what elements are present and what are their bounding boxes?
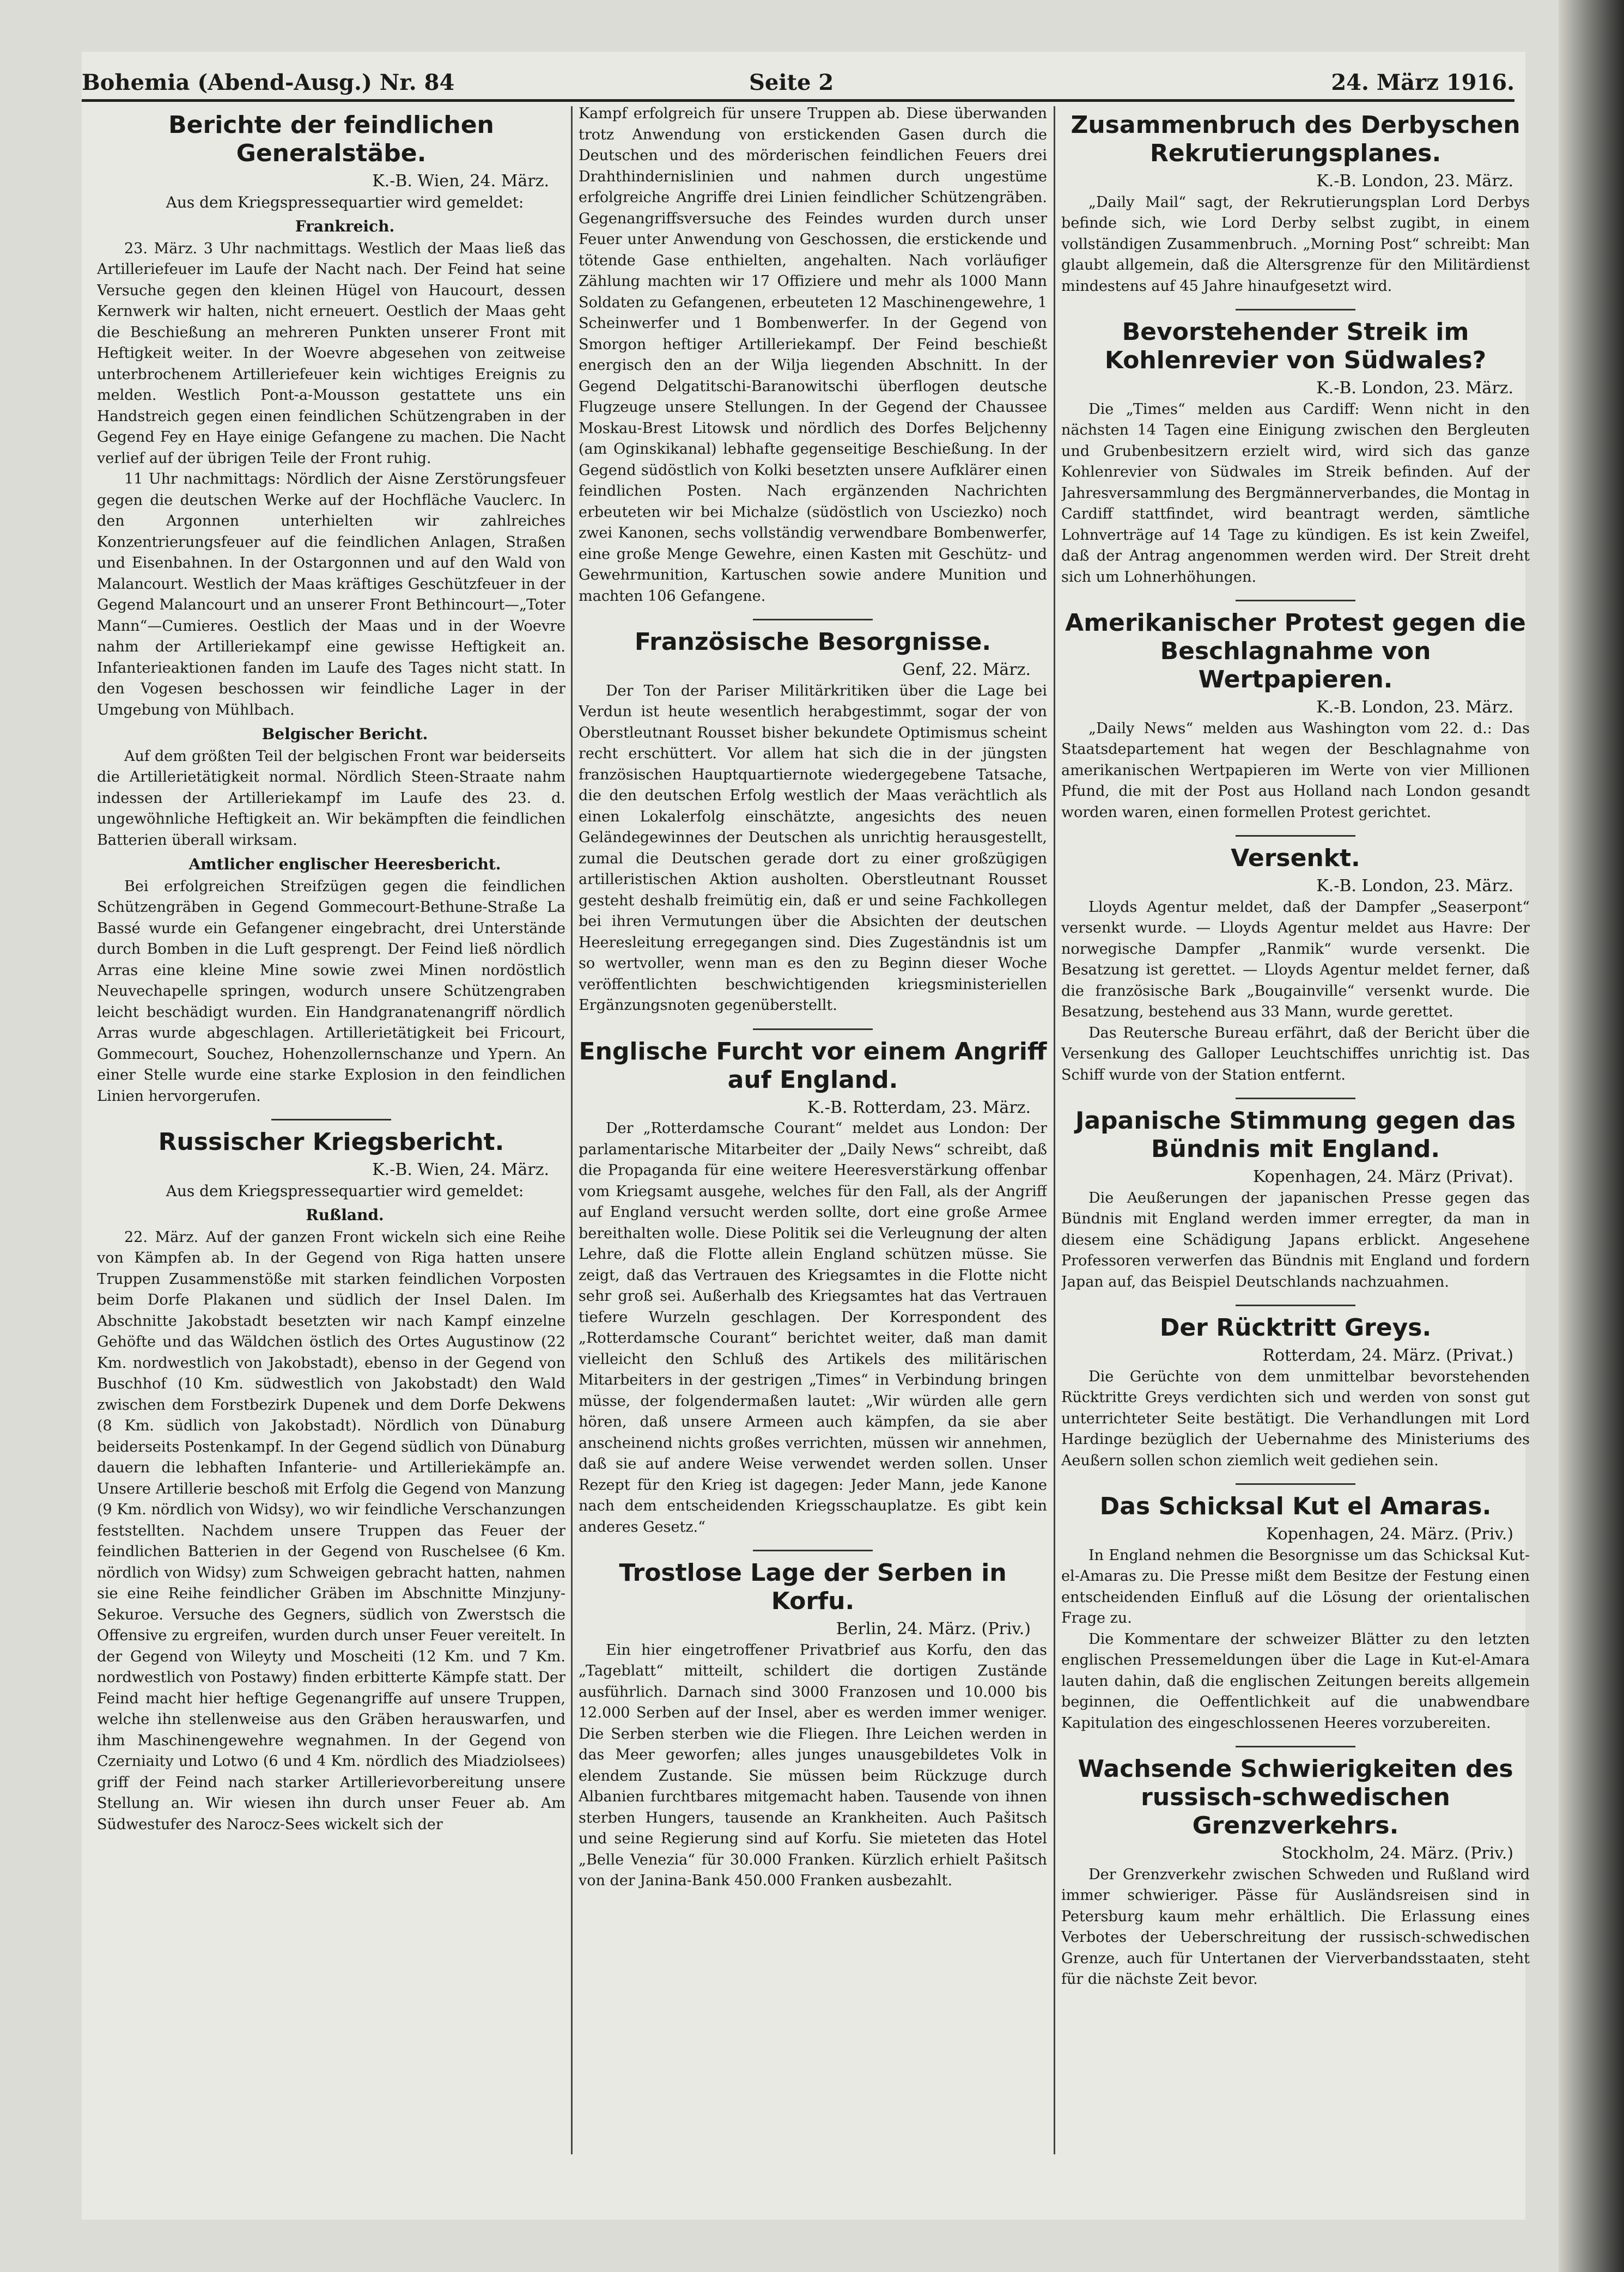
article-russischer-kriegsbericht — [97, 1128, 565, 1835]
article-dateline: Berlin, 24. März. (Priv.) — [836, 1619, 1031, 1638]
article-dateline: K.-B. Rotterdam, 23. März. — [807, 1098, 1031, 1117]
article-separator — [1236, 835, 1355, 837]
article-derbyscher-plan — [1061, 111, 1530, 297]
article-headline: Französische Besorgnisse. — [634, 628, 992, 656]
article-dateline: Kopenhagen, 24. März. (Priv.) — [1266, 1525, 1513, 1544]
article-dateline: Genf, 22. März. — [902, 660, 1031, 679]
header-page-number: Seite 2 — [749, 70, 834, 95]
scan-edge-shadow — [1559, 0, 1624, 2272]
article-headline: Japanische Stimmung gegen das Bündnis mit England. — [1075, 1107, 1516, 1163]
article-paragraph: Das Reutersche Bureau erfährt, daß der Bericht über die Versenkung des Galloper Leuchtschiffes unrichtig ist. Das Schiff wurde von der Station entfernt. — [1061, 1024, 1530, 1083]
article-headline: Berichte der feindlichen Generalstäbe. — [168, 111, 494, 167]
article-paragraph: Der Grenzverkehr zwischen Schweden und Rußland wird immer schwieriger. Pässe für Ausländsreisen sind in Petersburg kaum mehr erhältlich. Die Erlassung eines Verbotes der Ueberschreitung der russisch-schwedischen Grenze, auch für Untertanen der Vierverbandsstaaten, steht für die nächste Zeit bevor. — [1061, 1866, 1530, 1988]
article-dateline: Kopenhagen, 24. März (Privat). — [1253, 1167, 1513, 1186]
article-japanische-stimmung — [1061, 1107, 1530, 1293]
article-intro: Aus dem Kriegspressequartier wird gemeldet: — [166, 1181, 524, 1200]
header-publication: Bohemia (Abend-Ausg.) Nr. 84 — [82, 70, 455, 95]
column-rule — [571, 106, 573, 2154]
article-separator — [1236, 1305, 1355, 1306]
article-intro: Aus dem Kriegspressequartier wird gemeldet: — [166, 193, 524, 211]
article-paragraph: 22. März. Auf der ganzen Front wickeln sich eine Reihe von Kämpfen ab. In der Gegend von Riga hatten unsere Truppen Zusammenstöße mit starken feindlichen Vorposten beim Dorfe Plakanen und südlich der Insel Dalen. Im Abschnitte Jakobstadt besetzten wir nach Kampf einzelne Gehöfte und das Wäldchen östlich des Ortes Augustinow (22 Km. nordwestlich von Jakobstadt), ebenso in der Gegend von Buschhof (10 Km. südwestlich von Jakobstadt) den Wald zwischen dem Forstbezirk Dupenek und dem Dorfe Dekwens (8 Km. südlich von Jakobstadt). Nördlich von Dünaburg beiderseits Postenkampf. In der Gegend südlich von Dünaburg dauern die lebhaften Infanterie- und Artilleriekämpfe an. Unsere Artillerie beschoß mit Erfolg die Gegend von Manzung (9 Km. nördlich von Widsy), wo wir feindliche Verschanzungen feststellten. Nachdem unsere Truppen das Feuer der feindlichen Batterien in der Gegend von Ruschelsee (6 Km. nördlich von Widsy) zum Schweigen gebracht hatten, nahmen sie eine Reihe feindlicher Gräben im Abschnitte Minzjuny-Sekuroe. Versuche des Gegners, südlich von Zwerstsch die Offensive zu ergreifen, wurden durch unser Feuer vereitelt. In der Gegend von Wileyty und Moscheiti (12 Km. und 7 Km. nordwestlich von Postawy) finden erbitterte Kämpfe statt. Der Feind macht hier heftige Gegenangriffe auf unsere Truppen, welche ihn stellenweise aus den Gräben herauswarfen, und ihm Maschinengewehre wegnahmen. In der Gegend von Czerniaity und Lotwo (6 und 4 Km. nördlich des Miadziolsees) griff der Feind nach starker Artillerievorbereitung unsere Stellung an. Wir wiesen ihn durch unser Feuer ab. Am Südwestufer des Narocz-Sees wickelt sich der — [97, 1228, 565, 1833]
article-subheading: Belgischer Bericht. — [261, 725, 428, 743]
article-headline: Wachsende Schwierigkeiten des russisch-schwedischen Grenzverkehrs. — [1078, 1755, 1513, 1839]
column-3 — [1061, 103, 1530, 2152]
article-separator — [271, 1119, 391, 1120]
article-separator — [753, 619, 873, 620]
header-rule — [82, 99, 1514, 102]
article-paragraph: „Daily News“ melden aus Washington vom 22. d.: Das Staatsdepartement hat wegen der Beschlagnahme von amerikanischen Wertpapieren im Werte von vier Millionen Pfund, die mit der Post aus Holland nach London gesandt worden waren, einen formellen Protest gerichtet. — [1061, 720, 1530, 821]
article-paragraph: Die Gerüchte von dem unmittelbar bevorstehenden Rücktritte Greys verdichten sich und werden von sonst gut unterrichteter Seite bestätigt. Die Verhandlungen mit Lord Hardinge bezüglich der Uebernahme des Ministeriums des Aeußern sollen schon ziemlich weit gediehen sein. — [1061, 1368, 1530, 1469]
article-amerikanischer-protest — [1061, 609, 1530, 823]
article-paragraph: In England nehmen die Besorgnisse um das Schicksal Kut-el-Amaras zu. Die Presse mißt dem Besitze der Festung einen entscheidenden Einfluß auf die Lösung der orientalischen Frage zu. — [1061, 1546, 1530, 1627]
article-dateline: K.-B. London, 23. März. — [1316, 172, 1513, 191]
article-paragraph: Die Kommentare der schweizer Blätter zu den letzten englischen Pressemeldungen über die Lage in Kut-el-Amara lauten dahin, daß die englischen Zeitungen bereits allgemein beginnen, die Oeffentlichkeit auf die unabwendbare Kapitulation des eingeschlossenen Heeres vorzubereiten. — [1061, 1630, 1530, 1732]
article-subheading: Frankreich. — [295, 217, 395, 235]
article-paragraph: „Daily Mail“ sagt, der Rekrutierungsplan Lord Derbys befinde sich, wie Lord Derby selbst zugibt, in einem vollständigen Zusammenbruch. „Morning Post“ schreibt: Man glaubt allgemein, daß die Altersgrenze für den Militärdienst mindestens auf 45 Jahre hinaufgesetzt wird. — [1061, 193, 1530, 295]
article-paragraph: 23. März. 3 Uhr nachmittags. Westlich der Maas ließ das Artilleriefeuer im Laufe der Nacht nach. Der Feind hat seine Versuche gegen den kleinen Hügel von Haucourt, dessen Kernwerk wir halten, nicht erneuert. Oestlich der Maas geht die Beschießung an mehreren Punkten unserer Front mit Heftigkeit weiter. In der Woevre abgesehen von zeitweise unterbrochenem Artilleriefeuer kein wichtiges Ereignis zu melden. Westlich Pont-a-Mousson gestattete uns ein Handstreich gegen einen feindlichen Schützengraben in der Gegend Fey en Haye einige Gefangene zu machen. Die Nacht verlief auf der übrigen Teile der Front ruhig. — [97, 240, 565, 467]
article-versenkt — [1061, 844, 1530, 1086]
article-headline: Der Rücktritt Greys. — [1159, 1314, 1432, 1342]
article-paragraph: Der Ton der Pariser Militärkritiken über die Lage bei Verdun ist heute wesentlich herabgestimmt, sogar der von Oberstleutnant Rousset bisher bekundete Optimismus scheint recht erschüttert. Vor allem hat sich die in der jüngsten französischen Hauptquartiernote wiedergegebene Tatsache, die den deutschen Erfolg westlich der Maas verächtlich als einen Lokalerfolg einschätzte, angesichts des neuen Geländegewinnes der Deutschen als unrichtig herausgestellt, zumal die Deutschen gerade dort zu einer großzügigen artilleristischen Aktion ausholten. Oberstleutnant Rousset gesteht deshalb freimütig ein, daß er und seine Fachkollegen bei ihren Vermutungen über die Absichten der deutschen Heeresleitung erregegangen sind. Dies Zugeständnis ist um so wertvoller, wenn man es den zu Beginn dieser Woche veröffentlichten beschwichtigenden kriegsministeriellen Ergänzungsnoten gegenüberstellt. — [579, 682, 1047, 1014]
article-dateline: Stockholm, 24. März. (Priv.) — [1281, 1844, 1513, 1863]
article-separator — [1236, 1098, 1355, 1099]
article-paragraph: Ein hier eingetroffener Privatbrief aus Korfu, den das „Tageblatt“ mitteilt, schildert die dortigen Zustände ausführlich. Darnach sind 3000 Franzosen und 10.000 bis 12.000 Serben auf der Insel, aber es werden immer weniger. Die Serben sterben wie die Fliegen. Ihre Leichen werden in das Meer geworfen; alles junges unausgebildetes Volk in elendem Zustande. Sie müssen beim Rückzuge durch Albanien furchtbares mitgemacht haben. Tausende von ihnen sterben Hungers, tausende an Krankheiten. Auch Pašitsch und seine Regierung sind auf Korfu. Sie mieteten das Hotel „Belle Venezia“ für 30.000 Franken. Kürzlich erhielt Pašitsch von der Janina-Bank 450.000 Franken ausbezahlt. — [579, 1641, 1047, 1889]
article-separator — [753, 1028, 873, 1030]
page-header — [82, 64, 1514, 102]
column-1 — [97, 103, 565, 2152]
article-headline: Amerikanischer Protest gegen die Beschlagnahme von Wertpapieren. — [1065, 609, 1526, 693]
article-separator — [1236, 1746, 1355, 1747]
article-headline: Das Schicksal Kut el Amaras. — [1099, 1493, 1492, 1520]
article-headline: Russischer Kriegsbericht. — [158, 1128, 504, 1156]
article-ruecktritt-greys — [1061, 1314, 1530, 1471]
article-headline: Versenkt. — [1231, 844, 1360, 872]
article-separator — [1236, 600, 1355, 601]
article-headline: Englische Furcht vor einem Angriff auf England. — [579, 1037, 1047, 1094]
column-rule — [1054, 106, 1055, 2154]
article-dateline: K.-B. London, 23. März. — [1316, 379, 1513, 398]
article-dateline: K.-B. Wien, 24. März. — [372, 172, 549, 191]
article-generalstab — [97, 111, 565, 1107]
article-dateline: Rotterdam, 24. März. (Privat.) — [1262, 1346, 1513, 1365]
article-dateline: K.-B. London, 23. März. — [1316, 876, 1513, 896]
article-separator — [1236, 309, 1355, 310]
article-englische-furcht — [579, 1038, 1047, 1538]
article-paragraph: Der „Rotterdamsche Courant“ meldet aus London: Der parlamentarische Mitarbeiter der „Daily News“ schreibt, daß die Propaganda für eine weitere Heeresverstärkung offenbar vom Kriegsamt ausgehe, welches für den Fall, als der Angriff auf England versucht werden sollte, dort eine große Armee bereithalten wolle. Diese Politik sei die Verleugnung der alten Lehre, daß die Flotte allein England schützen müsse. Sie zeigt, daß das Vertrauen des Kriegsamtes in die Flotte nicht sehr groß sei. Außerhalb des Kriegsamtes hat das Vertrauen tiefere Wurzeln geschlagen. Der Korrespondent des „Rotterdamsche Courant“ berichtet weiter, daß man damit vielleicht den Schluß des Artikels des militärischen Mitarbeiters in der gestrigen „Times“ in Verbindung bringen müsse, der folgendermaßen lautet: „Wir würden alle gern hören, daß unsere Armeen auch kämpfen, da sie aber anscheinend nichts großes verrichten, müssen wir annehmen, daß sie auf andere Weise verwendet werden sollen. Unser Rezept für den Krieg ist dagegen: Jeder Mann, jede Kanone nach dem entscheidenden Kriegsschauplatze. Es gibt kein anderes Gesetz.“ — [579, 1120, 1047, 1536]
article-paragraph: Die Aeußerungen der japanischen Presse gegen das Bündnis mit England werden immer erregter, da man in diesem eine Schädigung Japans erblickt. Angesehene Professoren verwerfen das Bündnis mit England und fordern Japan auf, das Beispiel Deutschlands nachzuahmen. — [1061, 1189, 1530, 1290]
article-paragraph: Bei erfolgreichen Streifzügen gegen die feindlichen Schützengräben in Gegend Gommecourt-Bethune-Straße La Bassé wurde ein Gefangener eingebracht, drei Unterstände durch Bomben in die Luft gesprengt. Der Feind ließ nördlich Arras eine kleine Mine sowie zwei Minen nordöstlich Neuvechapelle springen, wodurch unsere Schützengraben leicht beschädigt wurden. Ein Handgranatenangriff nördlich Arras wurde abgeschlagen. Artillerietätigkeit bei Fricourt, Gommecourt, Souchez, Hohenzollernschanze und Ypern. An einer Stelle wurde eine starke Explosion in den feindlichen Linien hervorgerufen. — [97, 878, 565, 1105]
header-date: 24. März 1916. — [1331, 70, 1514, 95]
article-franzoesische-besorgnisse — [579, 628, 1047, 1016]
article-serben-korfu — [579, 1559, 1047, 1892]
article-paragraph: Lloyds Agentur meldet, daß der Dampfer „Seaserpont“ versenkt wurde. — Lloyds Agentur meldet aus Havre: Der norwegische Dampfer „Ranmik“ wurde versenkt. Die Besatzung ist gerettet. — Lloyds Agentur meldet ferner, daß die französische Bark „Bougainville“ versenkt wurde. Die Besatzung, bestehend aus 33 Mann, wurde gerettet. — [1061, 898, 1530, 1020]
article-subheading: Amtlicher englischer Heeresbericht. — [188, 855, 501, 873]
article-paragraph: Kampf erfolgreich für unsere Truppen ab. Diese überwanden trotz Anwendung von erstickenden Gasen durch die Deutschen und des mörderischen feindlichen Feuers drei Drahthindernislinien und nahmen durch ungestüme erfolgreiche Angriffe drei Linien feindlicher Schützengräben. Gegenangriffsversuche des Feindes wurden durch unser Feuer unter Anwendung von Geschossen, die erstickende und tötende Gase enthielten, angehalten. Nach vorläufiger Zählung machten wir 17 Offiziere und mehr als 1000 Mann Soldaten zu Gefangenen, erbeuteten 12 Maschinengewehre, 1 Scheinwerfer und 1 Bombenwerfer. In der Gegend von Smorgon heftiger Artilleriekampf. Der Feind beschießt energisch den an der Wilja liegenden Abschnitt. In der Gegend Delgatitschi-Baranowitschi überflogen deutsche Flugzeuge unsere Stellungen. In der Gegend der Chaussee Moskau-Brest Litowsk und nördlich des Dorfes Beljchenny (am Oginskikanal) lebhafte gegenseitige Beschießung. In der Gegend südöstlich von Kolki besetzten unsere Aufklärer einen feindlichen Posten. Nach ergänzenden Nachrichten erbeuteten wir bei Michalze (südöstlich von Usciezko) noch zwei Kanonen, sechs vollständig verwendbare Bombenwerfer, eine große Menge Gewehre, einen Kasten mit Geschütz- und Gewehrmunition, Kartuschen sowie andere Munition und machten 106 Gefangene. — [579, 105, 1047, 605]
article-paragraph: Auf dem größten Teil der belgischen Front war beiderseits die Artillerietätigkeit normal. Nördlich Steen-Straate nahm indessen der Artilleriekampf im Laufe des 23. d. ungewöhnliche Heftigkeit an. Wir bekämpften die feindlichen Batterien überall wirksam. — [97, 747, 565, 849]
article-subheading: Rußland. — [306, 1206, 384, 1224]
article-separator — [1236, 1483, 1355, 1485]
article-kut-el-amara — [1061, 1493, 1530, 1734]
column-2 — [579, 103, 1047, 2152]
article-dateline: K.-B. London, 23. März. — [1316, 698, 1513, 717]
article-separator — [753, 1550, 873, 1551]
article-streik-suedwales — [1061, 318, 1530, 588]
article-headline: Trostlose Lage der Serben in Korfu. — [619, 1559, 1007, 1615]
article-russischer-kriegsbericht-cont — [579, 103, 1047, 607]
article-dateline: K.-B. Wien, 24. März. — [372, 1160, 549, 1179]
article-headline: Bevorstehender Streik im Kohlenrevier von Südwales? — [1104, 318, 1487, 374]
article-paragraph: 11 Uhr nachmittags: Nördlich der Aisne Zerstörungsfeuer gegen die deutschen Werke auf der Hochfläche Vauclerc. In den Argonnen unterhielten wir zahlreiches Konzentrierungsfeuer auf die feindlichen Anlagen, Straßen und Eisenbahnen. In der Ostargonnen und auf den Wald von Malancourt. Westlich der Maas kräftiges Geschützfeuer in der Gegend Malancourt und an unserer Front Bethincourt—„Toter Mann“—Cumieres. Oestlich der Maas und in der Woevre nahm der Artilleriekampf eine gewisse Heftigkeit an. Infanterieaktionen fanden im Laufe des Tages nicht statt. In den Vogesen beschossen wir feindliche Lager in der Umgebung von Mühlbach. — [97, 471, 565, 718]
article-paragraph: Die „Times“ melden aus Cardiff: Wenn nicht in den nächsten 14 Tagen eine Einigung zwischen den Bergleuten und Grubenbesitzern erzielt wird, wird sich das ganze Kohlenrevier von Südwales im Streik befinden. Auf der Jahresversammlung des Bergmännerverbandes, die Montag in Cardiff stattfindet, wird beantragt werden, sämtliche Lohnverträge auf 14 Tage zu kündigen. Es ist kein Zweifel, daß der Antrag angenommen werden wird. Der Streit dreht sich um Lohnerhöhungen. — [1061, 400, 1530, 586]
article-headline: Zusammenbruch des Derbyschen Rekrutierungsplanes. — [1070, 111, 1520, 167]
article-grenzverkehr — [1061, 1755, 1530, 1990]
